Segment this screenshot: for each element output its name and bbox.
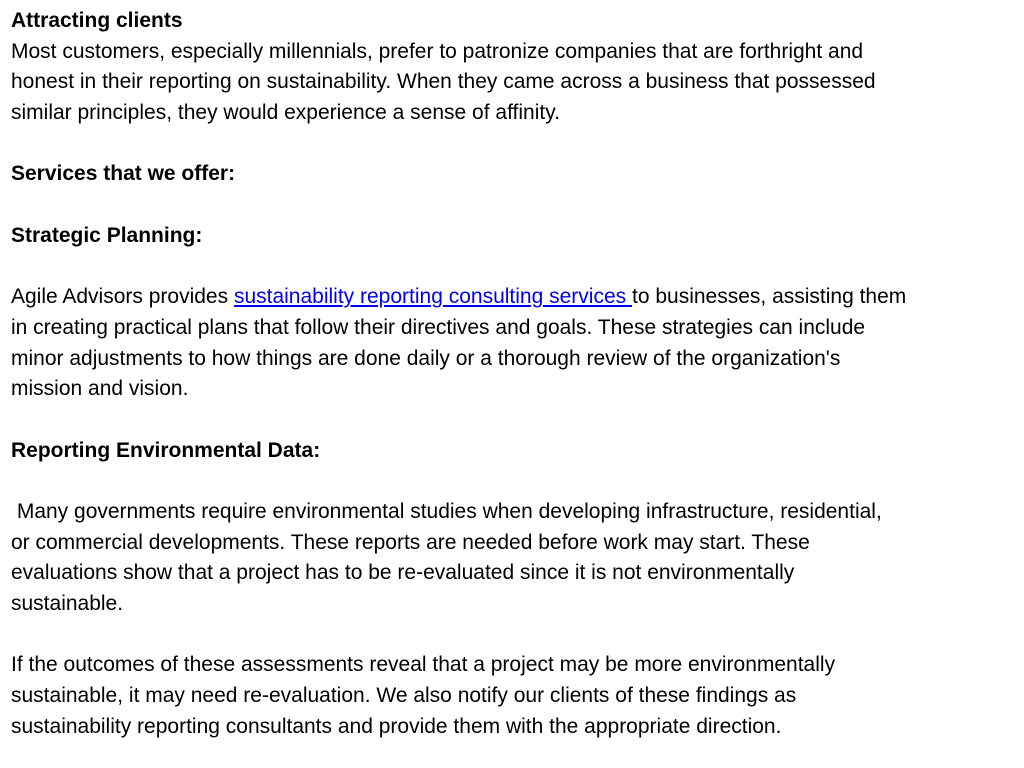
spacer	[11, 466, 1012, 497]
heading-reporting-environmental-data: Reporting Environmental Data:	[11, 438, 321, 462]
paragraph-line: sustainable, it may need re-evaluation. We also notify our clients of these findings as	[11, 684, 797, 708]
text-before-link: Agile Advisors provides	[11, 285, 234, 309]
text-after-link: to businesses, assisting them	[631, 285, 907, 309]
heading-strategic-planning: Strategic Planning:	[11, 223, 203, 247]
paragraph-line: in creating practical plans that follow their directives and goals. These strategies can include	[11, 315, 866, 339]
spacer	[11, 129, 1012, 160]
sustainability-consulting-link[interactable]: sustainability reporting consulting services	[233, 285, 632, 309]
paragraph-line: Most customers, especially millennials, prefer to patronize companies that are forthright and	[11, 39, 864, 63]
paragraph-line: or commercial developments. These reports are needed before work may start. These	[11, 530, 810, 554]
paragraph-line-with-link	[11, 282, 1012, 313]
paragraph-line: Many governments require environmental studies when developing infrastructure, residential,	[11, 500, 882, 523]
heading-attracting-clients: Attracting clients	[11, 9, 183, 32]
spacer	[11, 252, 1012, 283]
spacer	[11, 620, 1012, 651]
paragraph-line: mission and vision.	[11, 377, 189, 401]
paragraph-line: evaluations show that a project has to be re-evaluated since it is not environmentally	[11, 561, 795, 585]
heading-services: Services that we offer:	[11, 162, 236, 186]
spacer	[11, 405, 1012, 436]
paragraph-line: sustainable.	[11, 592, 124, 616]
spacer	[11, 190, 1012, 221]
paragraph-line: honest in their reporting on sustainability. When they came across a business that possessed	[11, 70, 876, 94]
paragraph-line: similar principles, they would experience a sense of affinity.	[11, 101, 560, 125]
paragraph-line: If the outcomes of these assessments reveal that a project may be more environmentally	[11, 653, 836, 677]
paragraph-line: sustainability reporting consultants and provide them with the appropriate direction.	[11, 714, 782, 738]
paragraph-line: minor adjustments to how things are done daily or a thorough review of the organization's	[11, 346, 841, 370]
